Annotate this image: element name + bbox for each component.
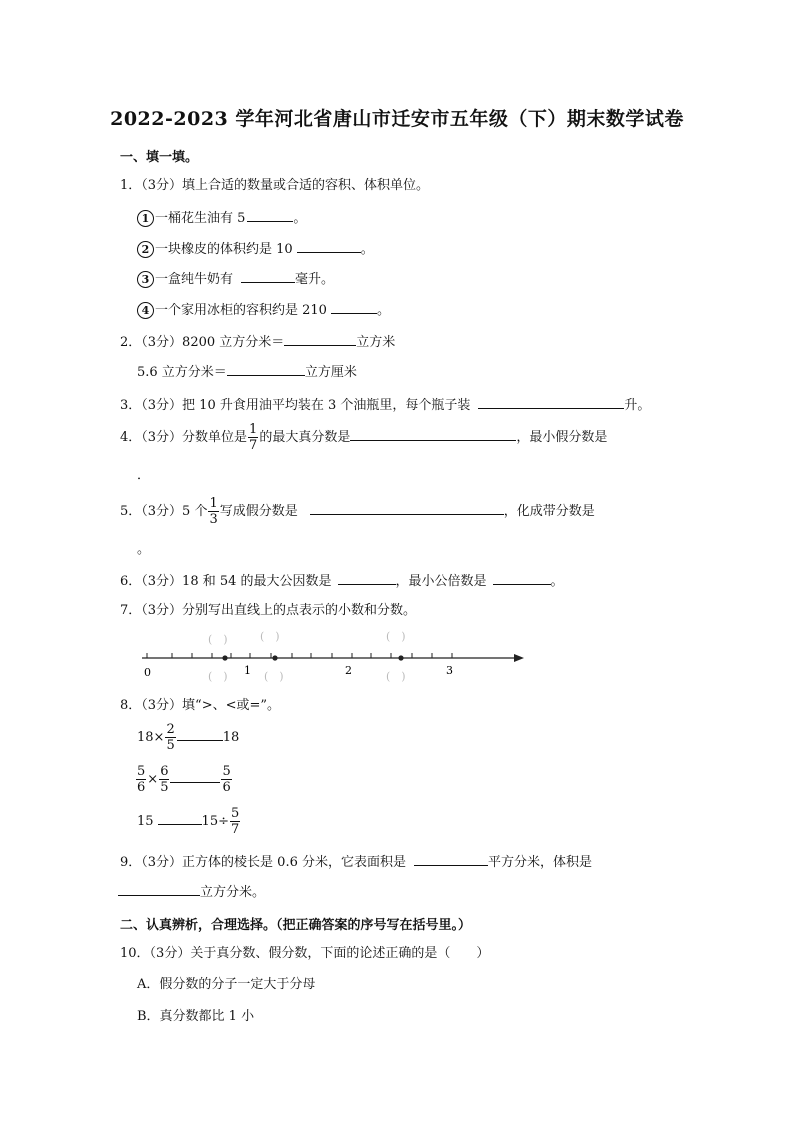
fraction [136, 764, 146, 795]
q8-r3-right: 15÷ [201, 814, 229, 829]
answer-blank[interactable] [310, 500, 504, 515]
q8-row-1 [137, 722, 239, 754]
question-4 [120, 422, 607, 454]
numerator: 2 [166, 722, 175, 737]
numerator: 1 [249, 422, 258, 437]
answer-blank[interactable] [170, 768, 220, 783]
number-line-ticks [147, 653, 452, 658]
point-c [398, 655, 403, 660]
denominator: 5 [160, 780, 169, 795]
question-10: 10．（3分）关于真分数、假分数，下面的论述正确的是（ ） [120, 946, 490, 961]
q8-r3-left: 15 [137, 814, 154, 829]
q10-option-a: A．假分数的分子一定大于分母 [137, 977, 316, 992]
answer-blank[interactable] [350, 426, 516, 441]
question-1-item-3 [137, 268, 334, 290]
question-5 [120, 496, 595, 528]
q8-row-3 [137, 806, 241, 838]
paren-bottom-3: ( ) [386, 670, 406, 683]
section-heading-1: 一、填一填。 [120, 150, 199, 165]
q1-item-4-text: 一个家用冰柜的容积约是 210 [155, 303, 327, 318]
circled-number-4: 4 [137, 302, 154, 319]
q4-mid: 的最大真分数是 [259, 430, 351, 445]
fraction [165, 722, 175, 753]
q9-end: 立方分米。 [200, 885, 266, 900]
question-1: 1．（3分）填上合适的数量或合适的容积、体积单位。 [120, 178, 430, 193]
q6-end: 。 [550, 574, 564, 589]
q2-a-text: 2．（3分）8200 立方分米＝ [120, 335, 285, 350]
denominator: 7 [230, 822, 240, 837]
q1-item-3-text: 一盒纯牛奶有 [155, 272, 234, 287]
q1-item-2-end: 。 [360, 242, 374, 257]
denominator: 3 [209, 512, 218, 527]
answer-blank[interactable] [284, 331, 356, 346]
answer-blank[interactable] [338, 570, 396, 585]
number-line [136, 628, 528, 684]
q5-text: 5．（3分）5 个 [120, 504, 208, 519]
q3-end: 升。 [624, 398, 651, 413]
paren-top-3: ( ) [386, 630, 406, 643]
question-1-item-1 [137, 207, 306, 229]
q1-item-4-end: 。 [376, 303, 390, 318]
question-1-item-4 [137, 299, 390, 321]
answer-blank[interactable] [478, 394, 624, 409]
answer-blank[interactable] [247, 207, 293, 222]
question-3 [120, 394, 650, 416]
q6-text: 6．（3分）18 和 54 的最大公因数是 [120, 574, 332, 589]
q1-item-3-end: 毫升。 [295, 272, 335, 287]
answer-blank[interactable] [118, 881, 200, 896]
numerator: 5 [137, 764, 146, 779]
question-9 [120, 851, 592, 873]
paren-top-2: ( ) [260, 630, 280, 643]
fraction [221, 764, 231, 795]
question-2 [120, 331, 395, 353]
fraction [208, 496, 218, 527]
q1-item-1-text: 一桶花生油有 5 [155, 211, 246, 226]
numerator: 5 [230, 806, 240, 821]
tick-label-3: 3 [446, 664, 453, 677]
question-1-item-2 [137, 238, 374, 260]
point-b [272, 655, 277, 660]
numerator: 5 [222, 764, 231, 779]
answer-blank[interactable] [158, 810, 202, 825]
tick-label-0: 0 [144, 666, 151, 679]
q8-row-2 [135, 764, 233, 796]
q2-a-end: 立方米 [356, 335, 396, 350]
q2-b-text: 5.6 立方分米＝ [137, 365, 227, 380]
fraction [230, 806, 240, 837]
numerator: 1 [209, 496, 218, 511]
answer-parentheses [208, 630, 406, 683]
q4-tail: ． [137, 468, 151, 483]
denominator: 6 [137, 780, 146, 795]
answer-blank[interactable] [297, 238, 361, 253]
q8-r1-right: 18 [222, 730, 240, 745]
answer-blank[interactable] [241, 268, 295, 283]
denominator: 5 [166, 738, 175, 753]
denominator: 7 [249, 438, 258, 453]
q4-end: ，最小假分数是 [516, 430, 608, 445]
circled-number-1: 1 [137, 210, 154, 227]
q3-text: 3．（3分）把 10 升食用油平均装在 3 个油瓶里，每个瓶子装 [120, 398, 471, 413]
q8-r1-left: 18× [137, 730, 165, 745]
answer-blank[interactable] [493, 570, 551, 585]
q5-mid: 写成假分数是 [219, 504, 298, 519]
q5-tail: 。 [137, 542, 151, 557]
tick-label-2: 2 [345, 664, 352, 677]
page-title: 2022-2023 学年河北省唐山市迁安市五年级（下）期末数学试卷 [110, 108, 684, 130]
answer-blank[interactable] [177, 726, 223, 741]
answer-blank[interactable] [227, 361, 305, 376]
paren-bottom-2: ( ) [264, 670, 284, 683]
question-2-part-b [137, 361, 357, 383]
q4-text: 4．（3分）分数单位是 [120, 430, 248, 445]
number-line-arrow [514, 654, 524, 662]
times-sign: × [147, 772, 159, 787]
answer-blank[interactable] [414, 851, 488, 866]
tick-label-1: 1 [244, 664, 251, 677]
circled-number-2: 2 [137, 241, 154, 258]
question-9-cont [118, 881, 265, 903]
q6-mid: ，最小公倍数是 [395, 574, 487, 589]
q1-item-2-text: 一块橡皮的体积约是 10 [155, 242, 293, 257]
question-6 [120, 570, 564, 592]
q9-text: 9．（3分）正方体的棱长是 0.6 分米，它表面积是 [120, 855, 406, 870]
fraction [248, 422, 258, 453]
section-heading-2: 二、认真辨析，合理选择。（把正确答案的序号写在括号里。） [120, 918, 472, 933]
q5-end: ，化成带分数是 [503, 504, 595, 519]
q1-item-1-end: 。 [293, 211, 307, 226]
q10-option-b: B．真分数都比 1 小 [137, 1009, 255, 1024]
paren-top-1: ( ) [208, 633, 228, 646]
circled-number-3: 3 [137, 271, 154, 288]
paren-bottom-1: ( ) [208, 670, 228, 683]
numerator: 6 [160, 764, 169, 779]
q9-mid: 平方分米，体积是 [487, 855, 592, 870]
point-a [222, 655, 227, 660]
fraction [159, 764, 169, 795]
denominator: 6 [222, 780, 231, 795]
q2-b-end: 立方厘米 [304, 365, 357, 380]
question-7: 7．（3分）分别写出直线上的点表示的小数和分数。 [120, 603, 417, 618]
answer-blank[interactable] [331, 299, 377, 314]
question-8: 8．（3分）填“>、<或=”。 [120, 698, 281, 713]
